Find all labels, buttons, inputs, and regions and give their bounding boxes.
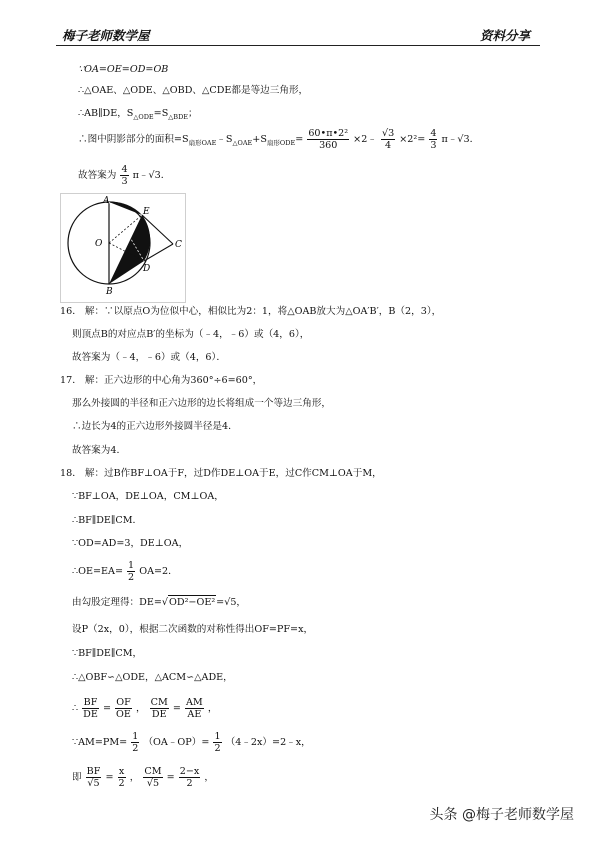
text-line: ∴边长为4的正六边形外接圆半径是4． bbox=[72, 421, 238, 432]
fraction: $\frac{4}{3}$ bbox=[430, 128, 437, 151]
text-line: 设P（2x，0），根据二次函数的对称性得出OF=PF=x， bbox=[72, 624, 314, 635]
text-line: ∵OD=AD=3，DE⊥OA， bbox=[72, 538, 189, 549]
header-title-left: 梅子老师数学屋 bbox=[62, 28, 150, 43]
label-E: E bbox=[143, 207, 150, 217]
formula-line: ∴ $\frac{BF}{DE}$ = $\frac{OF}{OE}$ ， $\frac{CM}{DE}$ = $\frac{AM}{AE}$ ， bbox=[72, 697, 218, 720]
fraction: $\frac{2-x}{2}$ bbox=[179, 766, 200, 789]
answer-line: 故答案为 $\frac{4}{3}$ π﹣√3． bbox=[78, 164, 171, 187]
formula-line: 由勾股定理得：DE=√OD²−OE²=√5， bbox=[72, 597, 247, 608]
text-line: 则顶点B的对应点B′的坐标为（﹣4，﹣6）或（4，6）， bbox=[72, 329, 310, 340]
fraction: $\frac{OF}{OE}$ bbox=[116, 697, 131, 720]
question-16: 16． 解：∵以原点O为位似中心，相似比为2：1，将△OAB放大为△OA′B′，B（2，3）， bbox=[60, 306, 442, 317]
fraction: $\frac{1}{2}$ bbox=[128, 560, 135, 583]
fraction: $\frac{\text{60•π•2²}}{360}$ bbox=[308, 128, 349, 151]
fraction: $\frac{4}{3}$ bbox=[121, 164, 128, 187]
fraction: $\frac{x}{2}$ bbox=[118, 766, 125, 789]
text-line: ∴AB∥DE，$S_{\triangle ODE}=S_{\triangle BDE}$； bbox=[78, 108, 198, 121]
geometry-figure bbox=[60, 193, 186, 303]
text-line: 故答案为（﹣4，﹣6）或（4，6）． bbox=[72, 352, 226, 363]
text-line: ∵OA=OE=OD=OB bbox=[78, 64, 169, 75]
label-A: A bbox=[103, 196, 110, 206]
header-title-right: 资料分享 bbox=[479, 28, 530, 43]
text-line: ∴△OAE、△ODE、△OBD、△CDE都是等边三角形， bbox=[78, 85, 309, 96]
formula-line: ∵AM=PM= $\frac{1}{2}$ （OA﹣OP）= $\frac{1}{2}$ （4﹣2x）=2﹣x， bbox=[72, 731, 311, 754]
fraction: $\frac{1}{2}$ bbox=[214, 731, 221, 754]
text-line: 那么外接圆的半径和正六边形的边长将组成一个等边三角形， bbox=[72, 398, 332, 409]
text-line: ∴△OBF∽△ODE，△ACM∽△ADE， bbox=[72, 672, 233, 683]
label-O: O bbox=[95, 239, 103, 249]
label-D: D bbox=[143, 264, 151, 274]
page-header bbox=[62, 26, 534, 46]
label-C: C bbox=[175, 240, 182, 250]
text-line: 故答案为4． bbox=[72, 445, 127, 456]
fraction: $\frac{1}{2}$ bbox=[132, 731, 139, 754]
formula-line: ∴OE=EA= $\frac{1}{2}$ OA=2． bbox=[72, 560, 178, 583]
formula-line: 即 $\frac{BF}{√5}$ = $\frac{x}{2}$ ， $\frac{CM}{√5}$ = $\frac{2-x}{2}$ ， bbox=[72, 766, 214, 789]
header-divider bbox=[56, 45, 540, 46]
watermark: 头条 @梅子老师数学屋 bbox=[429, 807, 574, 823]
text-line: ∵BF∥DE∥CM， bbox=[72, 648, 143, 659]
label-B: B bbox=[106, 287, 113, 297]
text-line: ∴BF∥DE∥CM． bbox=[72, 515, 143, 526]
fraction: $\frac{BF}{DE}$ bbox=[83, 697, 98, 720]
fraction: $\frac{AM}{AE}$ bbox=[185, 697, 203, 720]
fraction: $\frac{CM}{√5}$ bbox=[144, 766, 162, 789]
fraction: $\frac{BF}{√5}$ bbox=[86, 766, 101, 789]
formula-line: ∴图中阴影部分的面积$=S_{扇形OAE}﹣S_{\triangle OAE}+S_{扇形ODE}=$ $\frac{\text{60•π•2²}}{360}$ ×2﹣ $\frac{√3}{4}$ ×2²= $\frac{4}{3}$ π﹣√3． bbox=[78, 128, 480, 151]
circle-diagram bbox=[61, 194, 185, 302]
fraction: $\frac{√3}{4}$ bbox=[381, 128, 395, 151]
fraction: $\frac{CM}{DE}$ bbox=[150, 697, 168, 720]
question-17: 17． 解：正六边形的中心角为360°÷6=60°， bbox=[60, 375, 263, 386]
text-line: ∵BF⊥OA，DE⊥OA，CM⊥OA， bbox=[72, 491, 224, 502]
question-18: 18． 解：过B作BF⊥OA于F，过D作DE⊥OA于E，过C作CM⊥OA于M， bbox=[60, 468, 382, 479]
